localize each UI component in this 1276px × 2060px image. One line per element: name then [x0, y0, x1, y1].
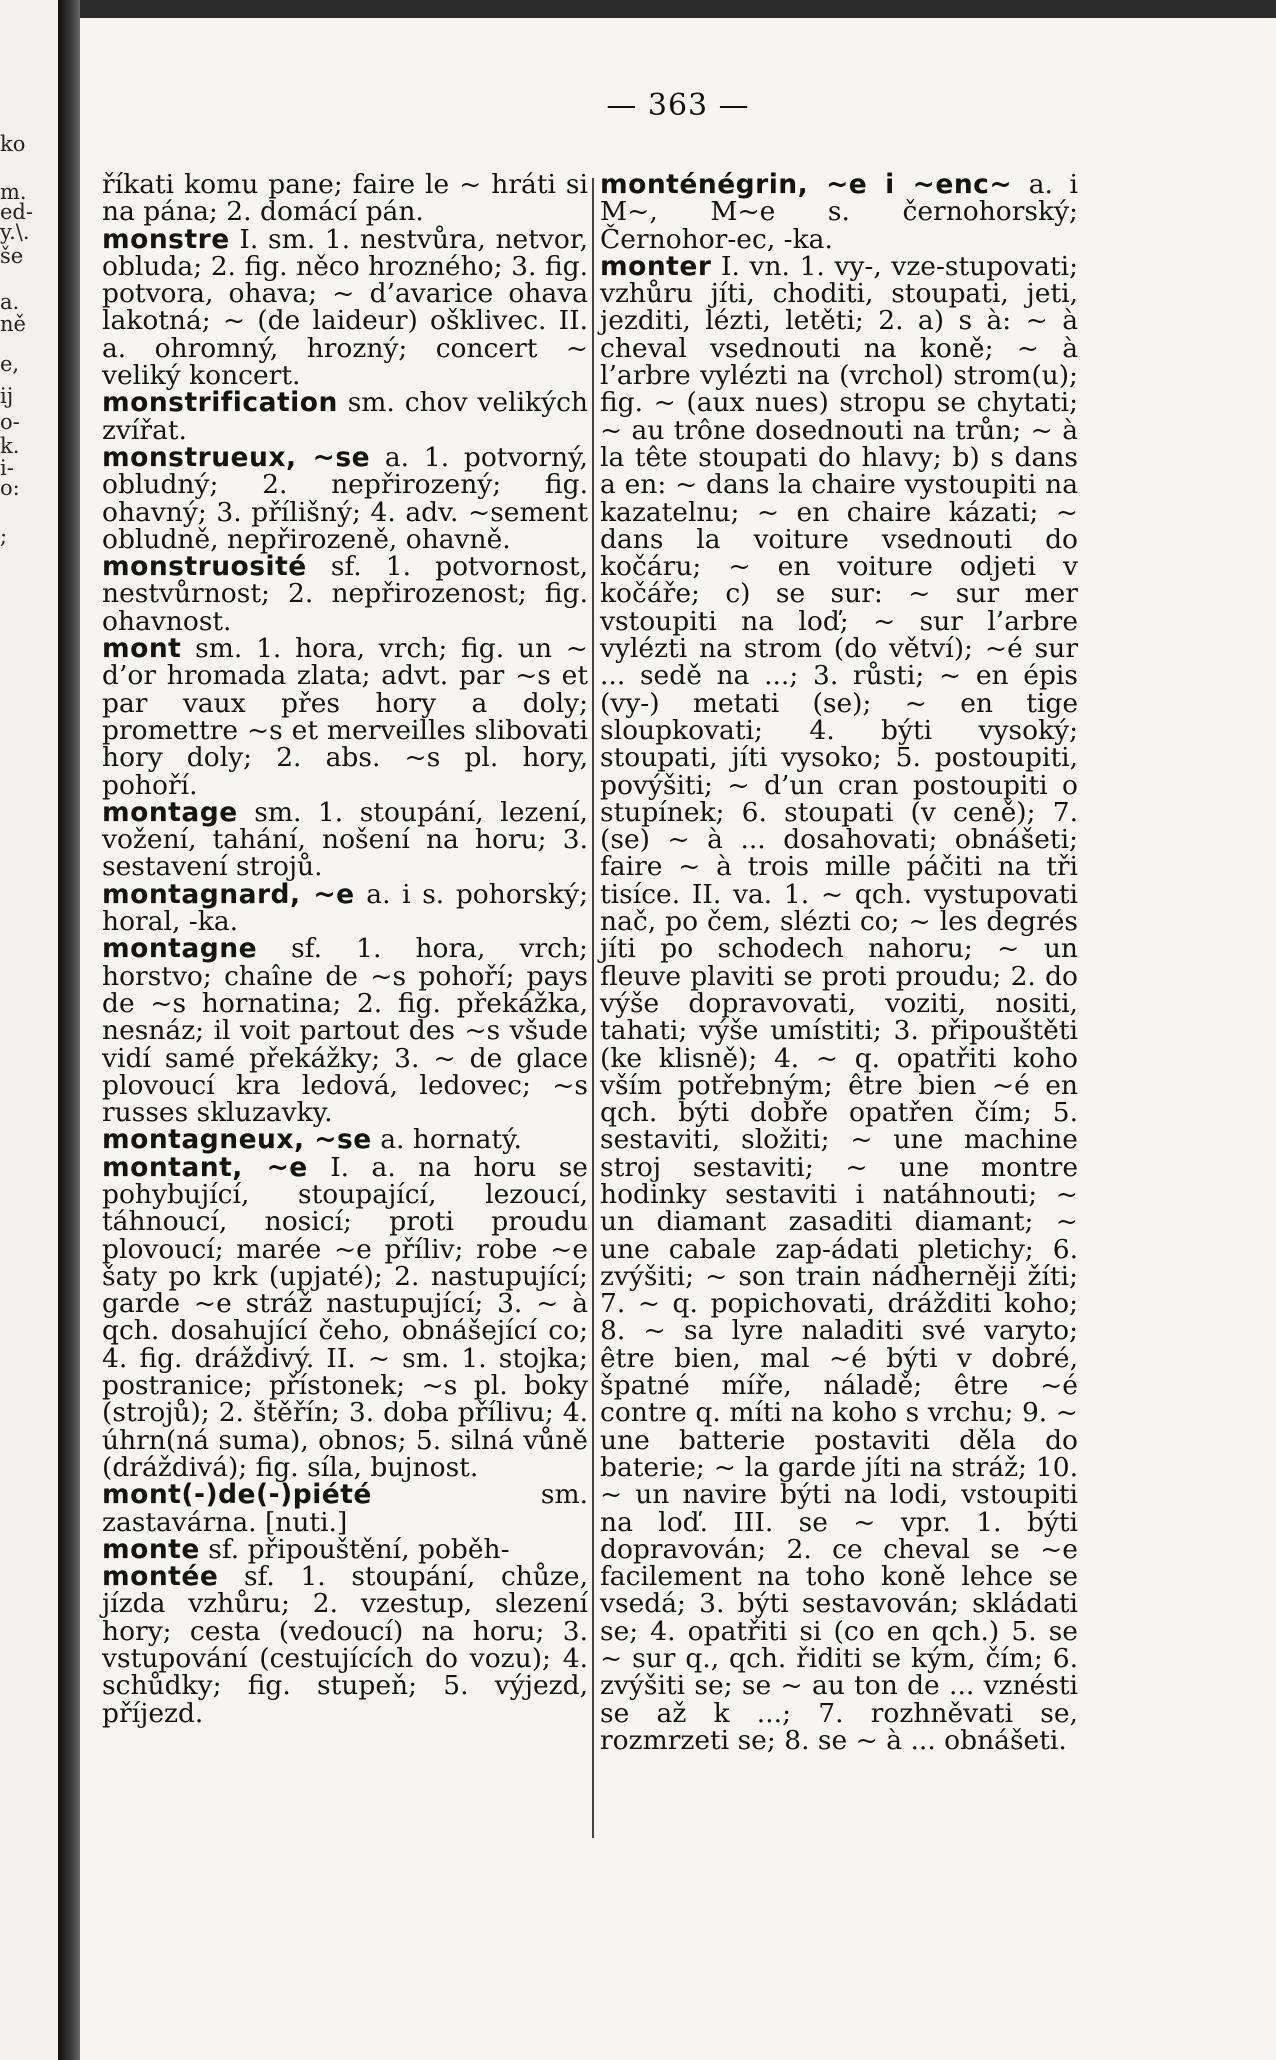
dictionary-entry	[102, 933, 588, 1129]
previous-page-edge	[0, 0, 58, 2060]
previous-page-text-fragment: k.	[0, 434, 20, 458]
previous-page-text-fragment: o-	[0, 410, 20, 434]
entry-headword: mont	[102, 633, 182, 665]
page-number: — 363 —	[606, 88, 750, 123]
entry-headword: monstre	[102, 223, 230, 255]
previous-page-text-fragment: a.	[0, 290, 20, 314]
previous-page-text-fragment: y.\.	[0, 220, 30, 244]
previous-page-text-fragment: i-	[0, 456, 14, 480]
entry-text: sm. chov velikých zvířat.	[102, 387, 588, 446]
entry-headword: monténégrin, ~e i ~enc~	[600, 169, 1013, 200]
dictionary-entry	[600, 171, 1078, 253]
entry-headword: montée	[102, 1561, 219, 1593]
entry-headword: montant, ~e	[102, 1151, 308, 1183]
entry-text: sm. 1. hora, vrch; fig. un ~ d’or hromada zlata; advt. par ~s et par vaux přes hory a doly; promettre ~s et merveilles slibovati hory doly; 2. abs. ~s pl. hory, pohoří.	[102, 633, 588, 801]
dictionary-entry	[102, 1151, 588, 1483]
entry-text: a. hornatý.	[380, 1124, 522, 1156]
entry-text: sm. zastavárna. [nuti.]	[102, 1479, 588, 1538]
entry-headword: monstruosité	[102, 551, 307, 583]
entry-text: sf. 1. potvornost, nestvůrnost; 2. nepřirozenost; fig. ohavnost.	[102, 551, 588, 637]
dictionary-entry	[600, 250, 1078, 1756]
entry-text: a. i s. pohorský; horal, -ka.	[102, 878, 588, 938]
entry-headword: monstrification	[102, 387, 338, 419]
entry-headword: monter	[600, 250, 712, 282]
entry-text: I. sm. 1. nestvůra, netvor, obluda; 2. fig. něco hrozného; 3. fig. potvora, ohava; ~ d’avarice ohava lakotná; ~ (de laideur) ošklivec. II. a. ohromný, hrozný; concert ~ veliký koncert.	[102, 223, 588, 392]
dictionary-entry	[102, 389, 588, 444]
dictionary-entry	[102, 223, 588, 392]
left-column	[102, 171, 588, 1727]
entry-text: a. i M~, M~e s. černohorský; Černohor-ec, -ka.	[600, 169, 1078, 255]
previous-page-text-fragment: ed-	[0, 200, 33, 224]
entry-text: sf. 1. stoupání, chůze, jízda vzhůru; 2. vzestup, slezení hory; cesta (vedoucí) na horu; 3. vstupování (cestujících do vozu); 4. schůdky; fig. stupeň; 5. výjezd, příjezd.	[102, 1561, 588, 1729]
entry-text: I. vn. 1. vy-, vze-stupovati; vzhůru jíti, choditi, stoupati, jeti, jezditi, lézti, letěti; 2. a) s à: ~ à cheval vsednouti na koně; ~ à l’arbre vylézti na (vrchol) strom(u); fig. ~ (aux nues) stropu se chytati; ~ au trône dosednouti na trůn; ~ à la tête stoupati do hlavy; b) s dans a en: ~ dans la chaire vystoupiti na kazatelnu; ~ en chaire kázati; ~ dans la voiture vsednouti do kočáru; ~ en voiture odjeti v kočáře; c) se sur: ~ sur mer vstoupiti na loď; ~ sur l’arbre vylézti na strom (do větví); ~é sur ... sedě na ...; 3. růsti; ~ en épis (vy-) metati (se); ~ en tige sloupkovati; 4. býti vysoký; stoupati, jíti vysoko; 5. postoupiti, povýšiti; ~ d’un cran postoupiti o stupínek; 6. stoupati (v ceně); 7. (se) ~ à ... dosahovati; obnášeti; faire ~ à trois mille páčiti na tři tisíce. II. va. 1. ~ qch. vystupovati nač, po čem, slézti co; ~ les degrés jíti po schodech nahoru; ~ un fleuve plaviti se proti proudu; 2. do výše dopravovati, voziti, nositi, tahati; výše umístiti; 3. připouštěti (ke klisně); 4. ~ q. opatřiti koho vším potřebným; être bien ~é en qch. býti dobře opatřen čím; 5. sestaviti, složiti; ~ une machine stroj sestaviti; ~ une montre hodinky sestaviti i natáhnouti; ~ un diamant zasaditi diamant; ~ une cabale zap-ádati pletichy; 6. zvýšiti; ~ son train nádherněji žíti; 7. ~ q. popichovati, drážditi koho; 8. ~ sa lyre naladiti své varyto; être bien, mal ~é býti v dobré, špatné míře, náladě; être ~é contre q. míti na koho s vrchu; 9. ~ une batterie postaviti děla do baterie; ~ la garde jíti na stráž; 10. ~ un navire býti na lodi, vstoupiti na loď. III. se ~ vpr. 1. býti dopravován; 2. ce cheval se ~e facilement na toho koně lehce se vsedá; 3. býti sestavován; skládati se; 4. opatřiti si (co en qch.) 5. se ~ sur q., qch. řiditi se kým, čím; 6. zvýšiti se; se ~ au ton de ... vznésti se až k ...; 7. rozhněvati se, rozmrzeti se; 8. se ~ à ... obnášeti.	[600, 250, 1078, 1756]
previous-page-text-fragment: ně	[0, 312, 26, 336]
book-gutter	[58, 0, 80, 2060]
dictionary-entry	[102, 635, 588, 799]
dictionary-page	[80, 18, 1276, 2060]
column-divider	[592, 178, 594, 1838]
dictionary-entry	[102, 1124, 588, 1156]
dictionary-entry	[102, 1481, 588, 1536]
previous-page-text-fragment: e,	[0, 352, 20, 376]
entry-headword: mont(-)de(-)piété	[102, 1479, 372, 1511]
entry-headword: montage	[102, 796, 238, 828]
entry-headword: montagne	[102, 933, 258, 965]
entry-text: I. a. na horu se pohybující, stoupající, lezoucí, táhnoucí, nosicí; proti proudu plovoucí; marée ~e příliv; robe ~e šaty po krk (upjaté); 2. nastupující; garde ~e stráž nastupující; 3. ~ à qch. dosahující čeho, obnášející co; 4. fig. dráždivý. II. ~ sm. 1. stojka; postranice; přístonek; ~s pl. boky (strojů); 2. štěřín; 3. doba přílivu; 4. úhrn(ná suma), obnos; 5. silná vůně (dráždivá); fig. síla, bujnost.	[102, 1151, 588, 1483]
entry-text: sm. 1. stoupání, lezení, vožení, tahání, nošení na horu; 3. sestavení strojů.	[102, 796, 588, 883]
dictionary-entry	[102, 553, 588, 635]
dictionary-entry	[102, 1563, 588, 1727]
entry-headword: monstrueux, ~se	[102, 441, 371, 473]
entry-headword: monte	[102, 1533, 200, 1565]
previous-page-text-fragment: ij	[0, 384, 14, 408]
entry-text: říkati komu pane; faire le ~ hráti si na pána; 2. domácí pán.	[102, 169, 588, 228]
dictionary-entry	[102, 441, 588, 555]
previous-page-text-fragment: m.	[0, 180, 27, 204]
previous-page-text-fragment: ;	[0, 524, 8, 548]
previous-page-text-fragment: še	[0, 244, 24, 268]
entry-headword: montagnard, ~e	[102, 878, 355, 910]
dictionary-entry	[102, 878, 588, 938]
previous-page-text-fragment: ko	[0, 132, 26, 156]
right-column	[600, 171, 1078, 1754]
entry-text: sf. 1. hora, vrch; horstvo; chaîne de ~s pohoří; pays de ~s hornatina; 2. fig. překážka, nesnáz; il voit partout des ~s všude vidí samé překážky; 3. ~ de glace plovoucí kra ledová, ledovec; ~s russes skluzavky.	[102, 933, 588, 1129]
dictionary-entry	[102, 1533, 588, 1565]
previous-page-text-fragment: o:	[0, 476, 20, 500]
dictionary-entry	[102, 171, 588, 226]
entry-text: sf. připouštění, poběh-	[208, 1533, 510, 1565]
entry-text: a. 1. potvorný, obludný; 2. nepřirozený; fig. ohavný; 3. přílišný; 4. adv. ~sement obludně, nepřirozeně, ohavně.	[102, 441, 588, 555]
entry-headword: montagneux, ~se	[102, 1124, 372, 1156]
dictionary-entry	[102, 796, 588, 883]
